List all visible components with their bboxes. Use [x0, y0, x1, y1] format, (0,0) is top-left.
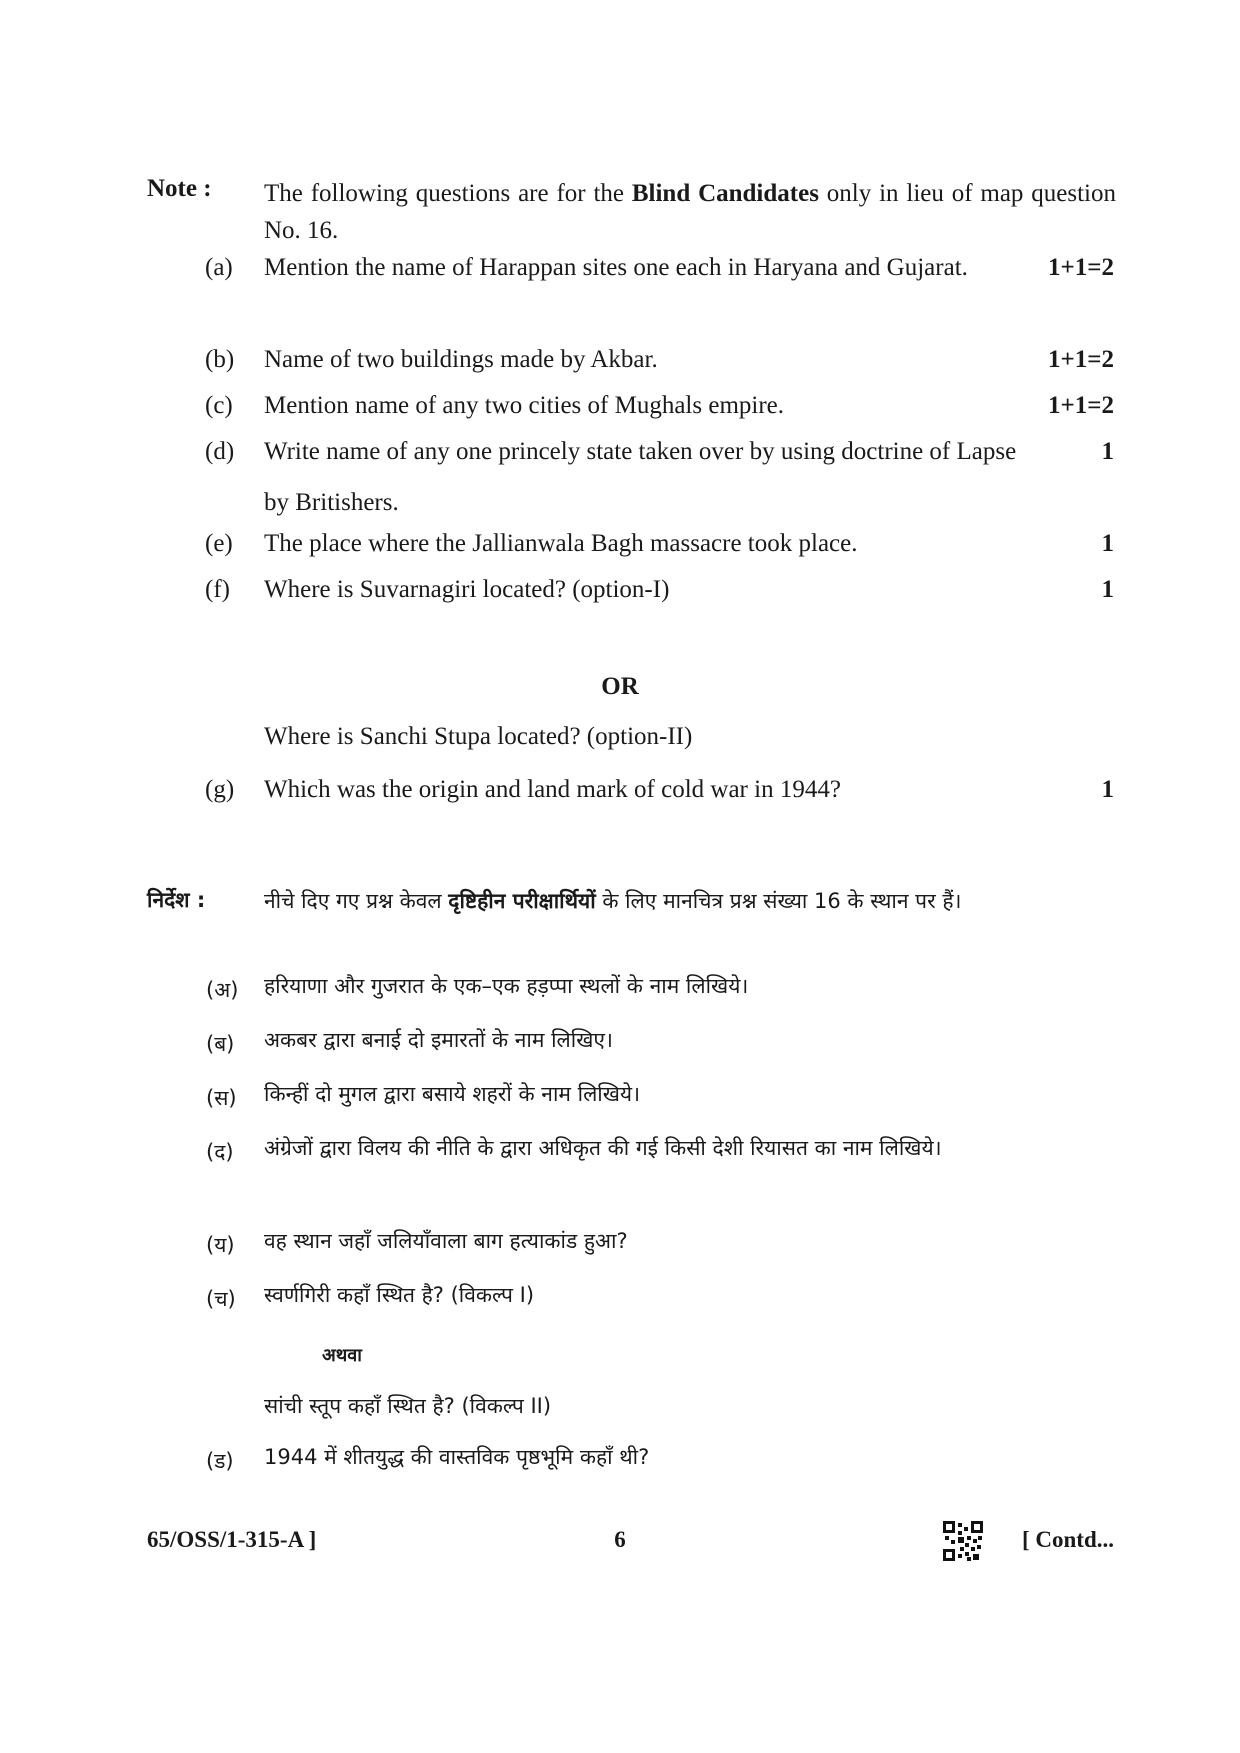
question-label: (अ): [206, 978, 239, 1002]
hindi-note-before: नीचे दिए गए प्रश्न केवल: [264, 889, 449, 913]
question-marks: 1+1=2: [1048, 346, 1114, 373]
question-label: (ड): [206, 1449, 234, 1473]
question-label: (c): [205, 392, 233, 419]
question-marks: 1: [1101, 576, 1114, 603]
or-separator: OR: [601, 673, 639, 700]
question-text: अकबर द्वारा बनाई दो इमारतों के नाम लिखिए।: [264, 1028, 613, 1052]
question-text: 1944 में शीतयुद्ध की वास्तविक पृष्ठभूमि कहाँ थी?: [264, 1445, 650, 1469]
question-text: Which was the origin and land mark of cold war in 1944?: [264, 776, 841, 803]
question-text: Where is Suvarnagiri located? (option-I): [264, 576, 670, 603]
question-label: (d): [205, 438, 235, 465]
question-text: Mention name of any two cities of Mughals empire.: [264, 392, 785, 419]
hindi-note-label: निर्देश :: [147, 888, 206, 912]
alternative-question: Where is Sanchi Stupa located? (option-II): [264, 723, 693, 750]
note-text-before: The following questions are for the: [264, 180, 632, 207]
question-marks: 1+1=2: [1048, 392, 1114, 419]
page-number: 6: [614, 1527, 626, 1552]
question-marks: 1: [1101, 438, 1114, 465]
question-text: The place where the Jallianwala Bagh massacre took place.: [264, 530, 858, 557]
question-label: (e): [205, 530, 233, 557]
question-text: Name of two buildings made by Akbar.: [264, 346, 658, 373]
question-label: (द): [206, 1140, 234, 1164]
note-text: [264, 175, 1116, 249]
question-text: किन्हीं दो मुगल द्वारा बसाये शहरों के नाम लिखिये।: [264, 1082, 641, 1106]
note-text-bold: Blind Candidates: [631, 180, 819, 207]
question-marks: 1: [1101, 530, 1114, 557]
question-label: (b): [205, 346, 235, 373]
question-label: (च): [206, 1287, 236, 1311]
note-text-after: only in lieu of map question No. 16.: [264, 180, 1116, 244]
hindi-note-after: के लिए मानचित्र प्रश्न संख्या 16 के स्थान पर हैं।: [595, 889, 962, 913]
hindi-or-separator: अथवा: [322, 1345, 362, 1366]
question-text: वह स्थान जहाँ जलियाँवाला बाग हत्याकांड हुआ?: [264, 1229, 628, 1253]
question-label: (g): [205, 776, 235, 803]
question-label: (a): [205, 254, 233, 281]
question-text: स्वर्णगिरी कहाँ स्थित है? (विकल्प I): [264, 1283, 535, 1307]
qr-code-icon: [943, 1521, 983, 1561]
question-text: अंग्रेजों द्वारा विलय की नीति के द्वारा अधिकृत की गई किसी देशी रियासत का नाम लिखिये।: [264, 1136, 942, 1160]
question-text: Mention the name of Harappan sites one each in Haryana and Gujarat.: [264, 254, 968, 281]
hindi-alternative-question: सांची स्तूप कहाँ स्थित है? (विकल्प II): [264, 1394, 552, 1418]
paper-code: 65/OSS/1-315-A ]: [147, 1527, 317, 1552]
hindi-note-text: [264, 882, 1064, 920]
question-marks: 1: [1101, 776, 1114, 803]
continued-label: [ Contd...: [1021, 1527, 1114, 1552]
question-label: (f): [205, 576, 230, 603]
question-marks: 1+1=2: [1048, 254, 1114, 281]
question-label: (य): [206, 1233, 235, 1257]
note-label: Note :: [147, 175, 212, 202]
question-label: (स): [206, 1086, 237, 1110]
hindi-note-bold: दृष्टिहीन परीक्षार्थियों: [448, 889, 596, 913]
question-text: Write name of any one princely state taken over by using doctrine of Lapse by Britishers.: [264, 438, 1017, 516]
question-label: (ब): [206, 1032, 235, 1056]
question-text: हरियाणा और गुजरात के एक–एक हड़प्पा स्थलों के नाम लिखिये।: [264, 974, 749, 998]
